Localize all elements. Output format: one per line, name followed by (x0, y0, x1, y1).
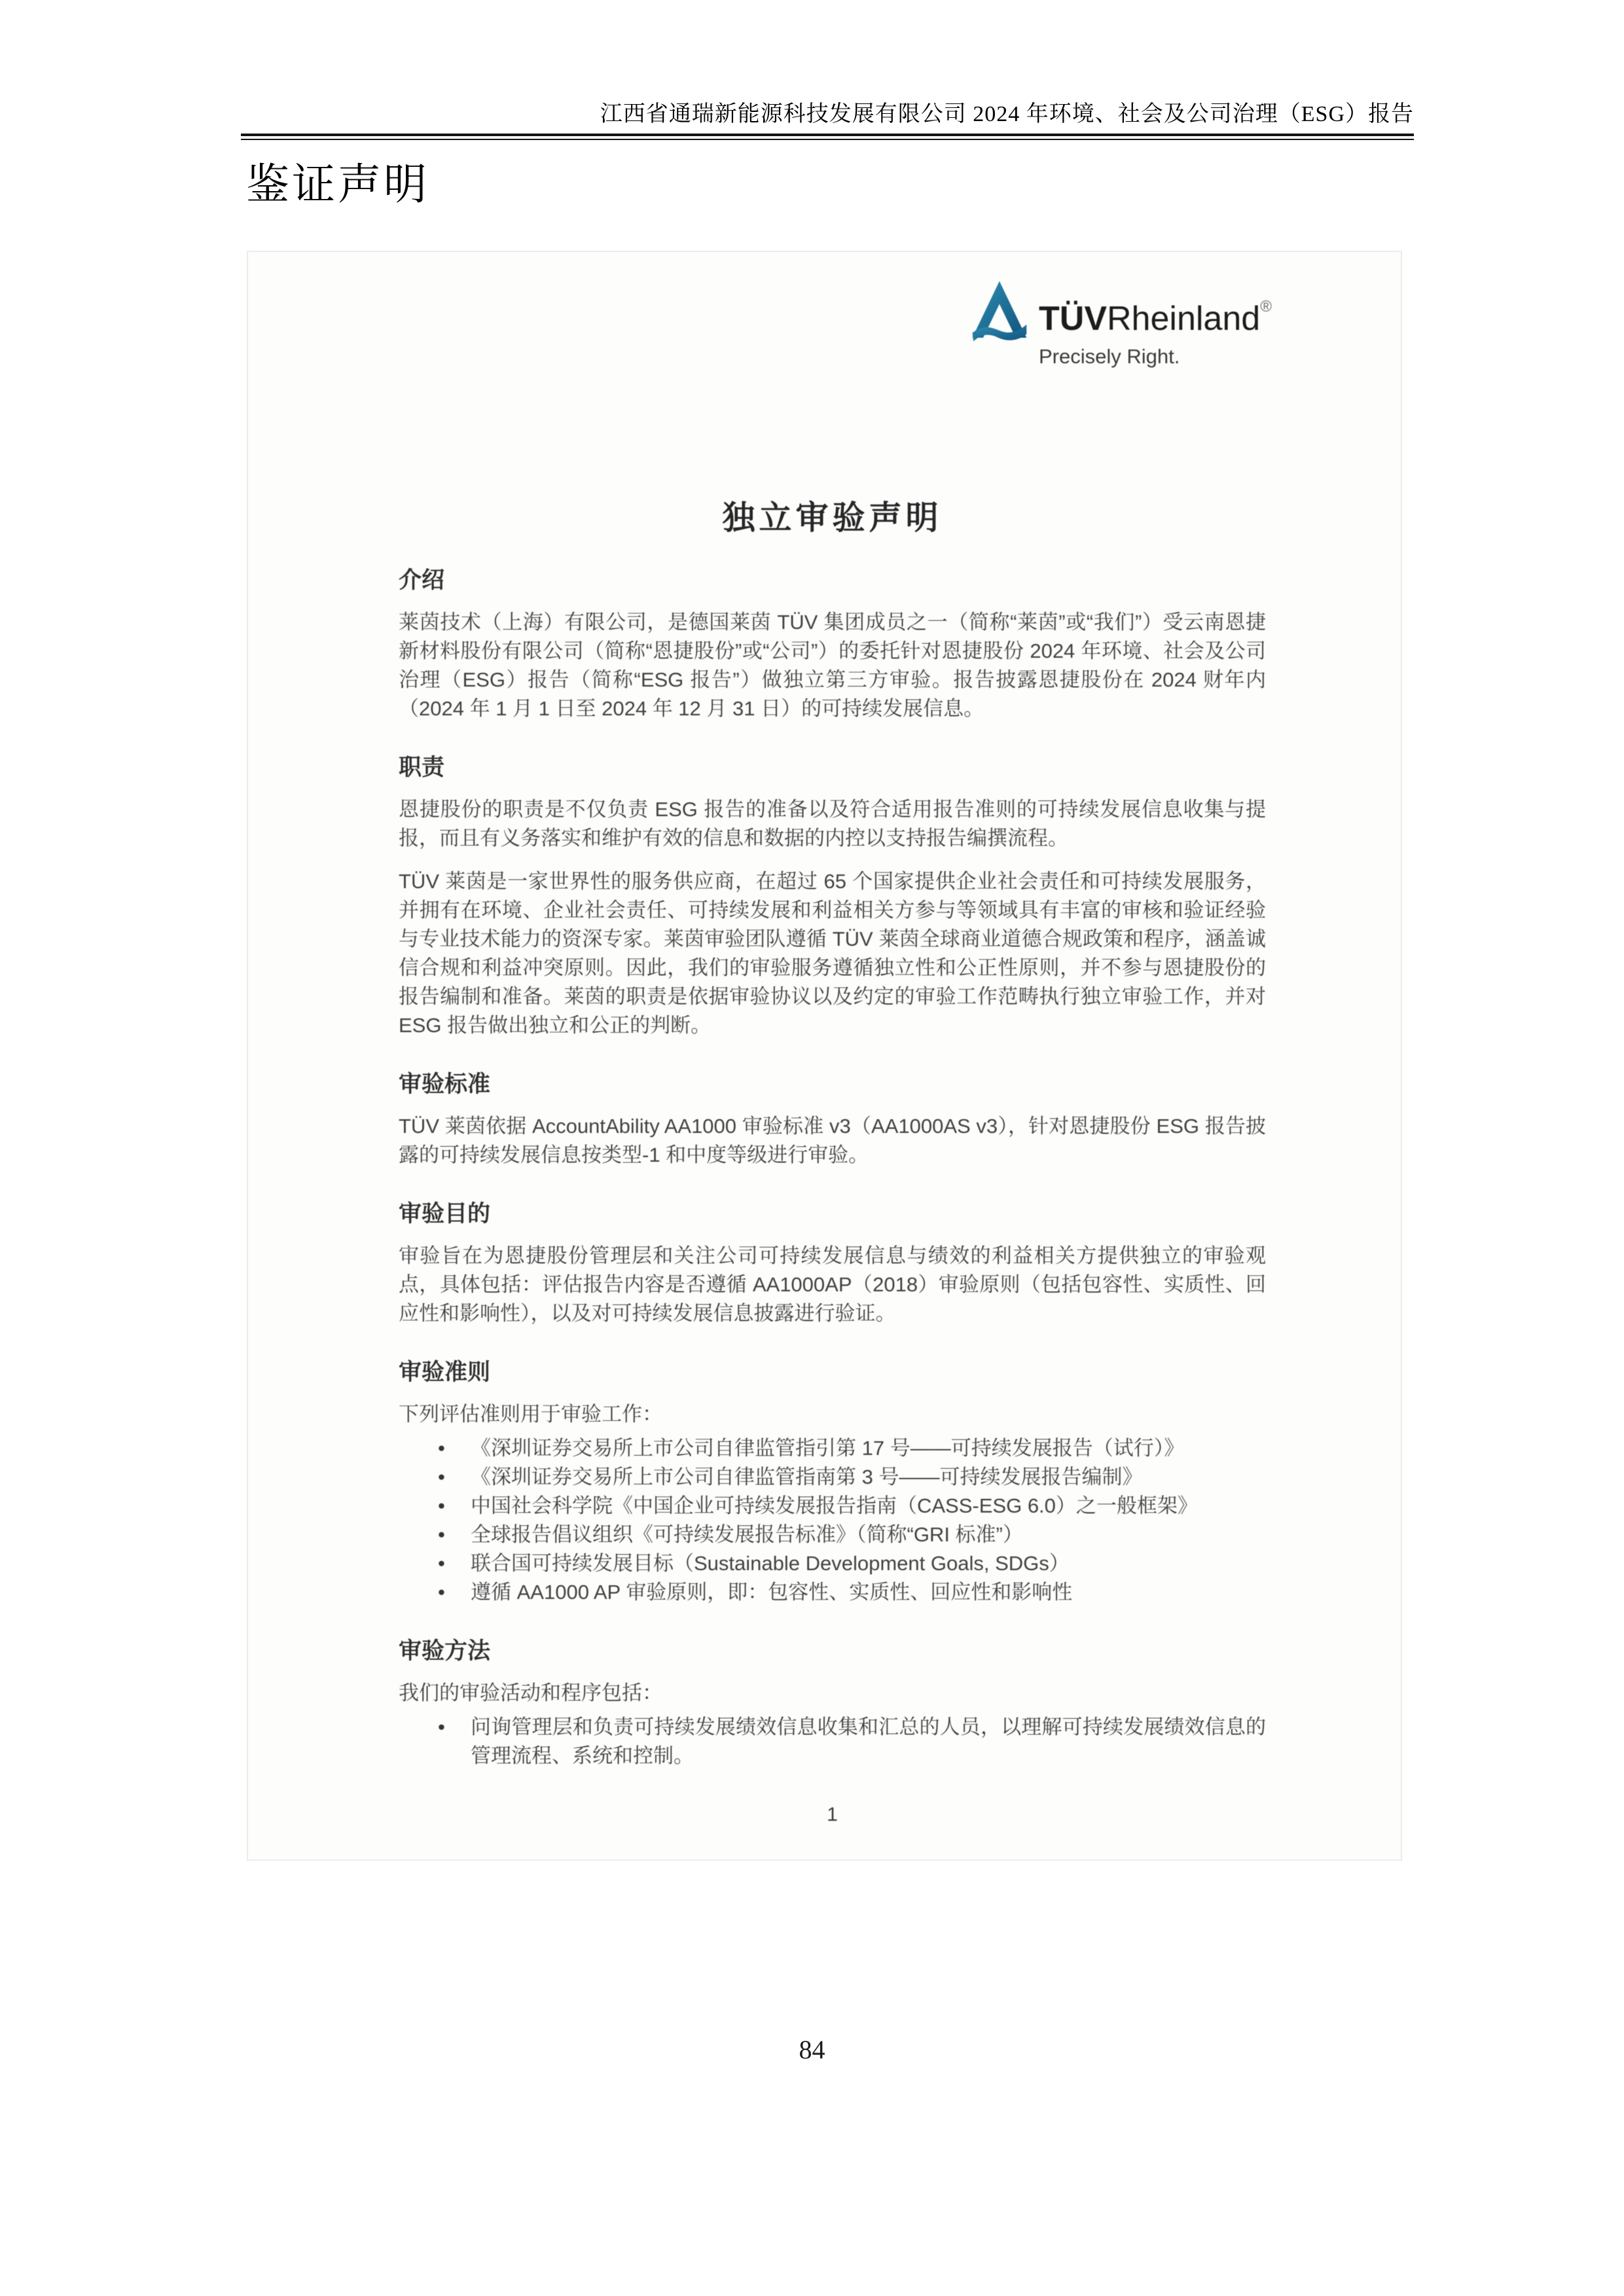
section-heading-intro: 介绍 (399, 567, 445, 593)
paragraph: 审验旨在为恩捷股份管理层和关注公司可持续发展信息与绩效的利益相关方提供独立的审验观点，具体包括：评估报告内容是否遵循 AA1000AP（2018）审验原则（包括包容性、实质性、回应性和影响性），以及对可持续发展信息披露进行验证。 (399, 1244, 1266, 1325)
tuv-brand-name: TÜVRheinland® (1039, 298, 1272, 338)
header-rule (241, 134, 1414, 140)
assurance-statement-scan (247, 251, 1402, 1861)
tuv-triangle-icon (968, 277, 1028, 354)
tuv-tagline: Precisely Right. (1039, 345, 1180, 368)
section-heading-responsibility: 职责 (399, 755, 445, 780)
paragraph: TÜV 莱茵是一家世界性的服务供应商，在超过 65 个国家提供企业社会责任和可持续发展服务，并拥有在环境、企业社会责任、可持续发展和利益相关方参与等领域具有丰富的审核和验证经验与专业技术能力的资深专家。莱茵审验团队遵循 TÜV 莱茵全球商业道德合规政策和程序，涵盖诚信合规和利益冲突原则。因此，我们的审验服务遵循独立性和公正性原则，并不参与恩捷股份的报告编制和准备。莱茵的职责是依据审验协议以及约定的审验工作范畴执行独立审验工作，并对 ESG 报告做出独立和公正的判断。 (399, 870, 1266, 1037)
list-item: • 《深圳证券交易所上市公司自律监管指引第 17 号——可持续发展报告（试行）》 (399, 1434, 1266, 1463)
tuv-rheinland-logo (968, 277, 1272, 368)
section-heading-assurance-purpose: 审验目的 (399, 1201, 491, 1227)
list-intro: 下列评估准则用于审验工作： (399, 1403, 662, 1426)
list-item: • 全球报告倡议组织《可持续发展报告标准》（简称“GRI 标准”） (399, 1520, 1266, 1549)
section-heading-assurance-criteria: 审验准则 (399, 1359, 491, 1385)
list-item: • 联合国可持续发展目标（Sustainable Development Goals, SDGs） (399, 1549, 1266, 1578)
report-header-title: 江西省通瑞新能源科技发展有限公司 2024 年环境、社会及公司治理（ESG）报告 (600, 102, 1414, 126)
registered-mark: ® (1260, 298, 1272, 315)
assurance-statement-content (248, 252, 1401, 1859)
statement-body (399, 560, 1266, 1829)
section-heading-assurance-method: 审验方法 (399, 1638, 491, 1664)
list-item: • 遵循 AA1000 AP 审验原则，即：包容性、实质性、回应性和影响性 (399, 1578, 1266, 1607)
tuv-logo-text (1039, 277, 1272, 368)
list-item: • 问询管理层和负责可持续发展绩效信息收集和汇总的人员，以理解可持续发展绩效信息的管理流程、系统和控制。 (399, 1713, 1266, 1770)
statement-page-number: 1 (827, 1804, 838, 1825)
list-intro: 我们的审验活动和程序包括： (399, 1681, 662, 1704)
paragraph: 恩捷股份的职责是不仅负责 ESG 报告的准备以及符合适用报告准则的可持续发展信息收集与提报，而且有义务落实和维护有效的信息和数据的内控以支持报告编撰流程。 (399, 798, 1266, 850)
criteria-list (399, 1434, 1266, 1607)
report-page-number: 84 (799, 2035, 825, 2064)
section-heading-assurance-standard: 审验标准 (399, 1071, 491, 1097)
statement-title: 独立审验声明 (722, 499, 943, 536)
method-list (399, 1713, 1266, 1770)
paragraph: TÜV 莱茵依据 AccountAbility AA1000 审验标准 v3（AA1000AS v3），针对恩捷股份 ESG 报告披露的可持续发展信息按类型-1 和中度等级进行审验。 (399, 1115, 1266, 1166)
paragraph: 莱茵技术（上海）有限公司，是德国莱茵 TÜV 集团成员之一（简称“莱茵”或“我们”）受云南恩捷新材料股份有限公司（简称“恩捷股份”或“公司”）的委托针对恩捷股份 2024 年环境、社会及公司治理（ESG）报告（简称“ESG 报告”）做独立第三方审验。报告披露恩捷股份在 2024 财年内（2024 年 1 月 1 日至 2024 年 12 月 31 日）的可持续发展信息。 (399, 611, 1266, 720)
page-title: 鉴证声明 (246, 161, 429, 209)
list-item: • 中国社会科学院《中国企业可持续发展报告指南（CASS-ESG 6.0）之一般框架》 (399, 1492, 1266, 1520)
list-item: • 《深圳证券交易所上市公司自律监管指南第 3 号——可持续发展报告编制》 (399, 1463, 1266, 1492)
